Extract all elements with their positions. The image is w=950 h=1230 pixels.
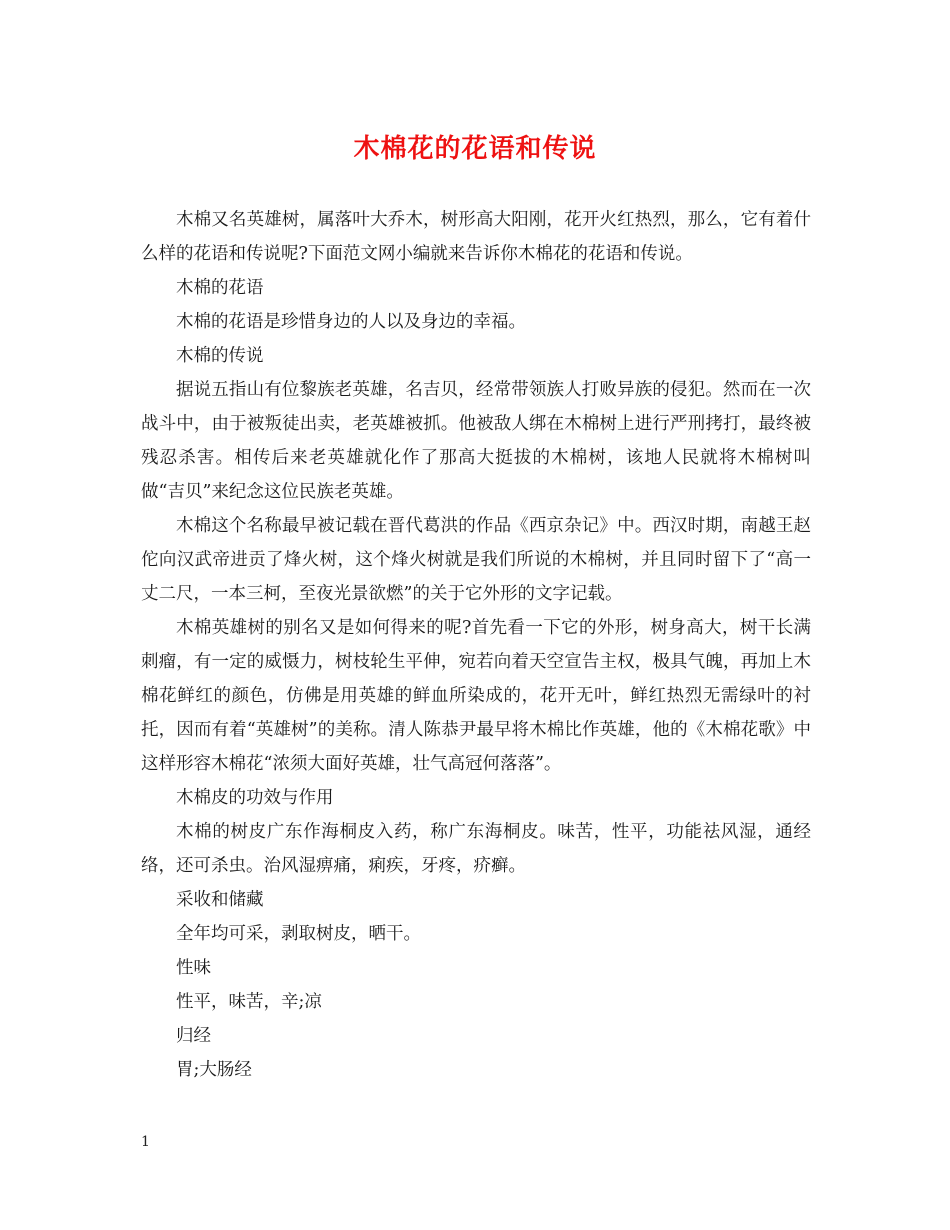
paragraph-taste: 性平，味苦，辛;凉 <box>176 992 322 1012</box>
heading-bark-effects: 木棉皮的功效与作用 <box>176 788 334 808</box>
paragraph-bark-effects: 木棉的树皮广东作海桐皮入药，称广东海桐皮。味苦，性平，功能祛风湿，通经络，还可杀虫。治风湿痹痛，痢疾，牙疼，疥癣。 <box>141 822 811 876</box>
heading-taste: 性味 <box>176 958 211 978</box>
document-body <box>141 203 811 1087</box>
paragraph-meridian: 胃;大肠经 <box>176 1060 252 1080</box>
heading-legend: 木棉的传说 <box>176 346 264 366</box>
paragraph-legend: 据说五指山有位黎族老英雄，名吉贝，经常带领族人打败异族的侵犯。然而在一次战斗中，由于被叛徒出卖，老英雄被抓。他被敌人绑在木棉树上进行严刑拷打，最终被残忍杀害。相传后来老英雄就化作了那高大挺拔的木棉树，该地人民就将木棉树叫做“吉贝”来纪念这位民族老英雄。 <box>141 380 811 502</box>
paragraph-harvest: 全年均可采，剥取树皮，晒干。 <box>176 924 421 944</box>
document-title: 木棉花的花语和传说 <box>353 134 597 164</box>
heading-flower-language: 木棉的花语 <box>176 278 264 298</box>
heading-harvest: 采收和储藏 <box>176 890 264 910</box>
heading-meridian: 归经 <box>176 1026 211 1046</box>
paragraph-intro: 木棉又名英雄树，属落叶大乔木，树形高大阳刚，花开火红热烈，那么，它有着什么样的花语和传说呢?下面范文网小编就来告诉你木棉花的花语和传说。 <box>141 210 811 264</box>
paragraph-flower-language: 木棉的花语是珍惜身边的人以及身边的幸福。 <box>176 312 526 332</box>
page-number: 1 <box>141 1134 150 1150</box>
paragraph-hero-tree: 木棉英雄树的别名又是如何得来的呢?首先看一下它的外形，树身高大，树干长满刺瘤，有一定的威慑力，树枝轮生平伸，宛若向着天空宣告主权，极具气魄，再加上木棉花鲜红的颜色，仿佛是用英雄的鲜血所染成的，花开无叶，鲜红热烈无需绿叶的衬托，因而有着“英雄树”的美称。清人陈恭尹最早将木棉比作英雄，他的《木棉花歌》中这样形容木棉花“浓须大面好英雄，壮气高冠何落落”。 <box>141 618 811 774</box>
paragraph-name-origin: 木棉这个名称最早被记载在晋代葛洪的作品《西京杂记》中。西汉时期，南越王赵佗向汉武帝进贡了烽火树，这个烽火树就是我们所说的木棉树，并且同时留下了“高一丈二尺，一本三柯，至夜光景欲燃”的关于它外形的文字记载。 <box>141 516 811 604</box>
